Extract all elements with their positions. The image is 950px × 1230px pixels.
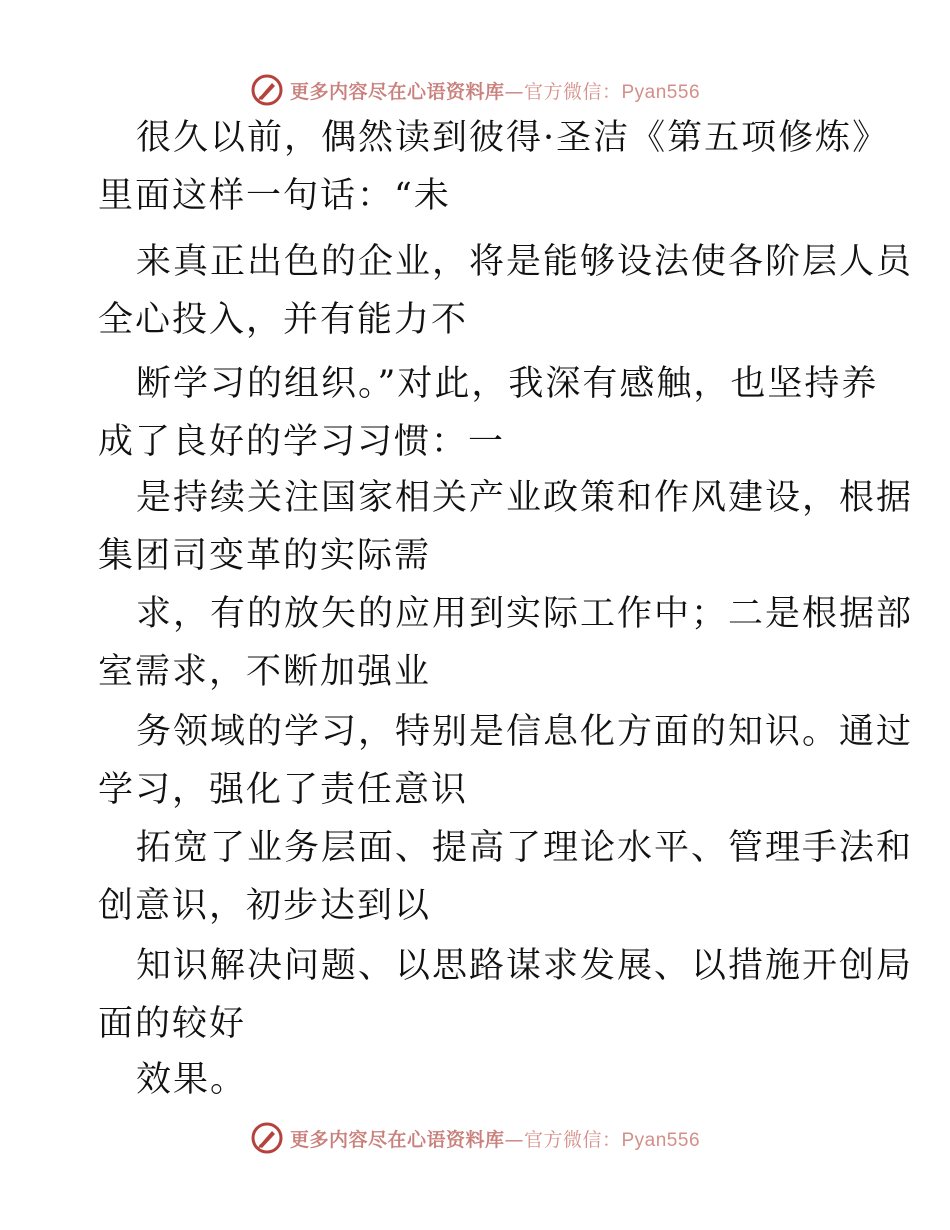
body-line-9: 求，有的放矢的应用到实际工作中；二是根据部 (136, 594, 914, 634)
pen-logo-icon (250, 73, 284, 107)
header-banner-text (290, 77, 700, 104)
footer-banner (0, 1118, 950, 1158)
body-line-4: 全心投入，并有能力不 (98, 300, 469, 340)
body-line-3: 来真正出色的企业，将是能够设法使各阶层人员 (136, 242, 914, 282)
header-banner-dash: — (504, 80, 524, 103)
header-banner (0, 70, 950, 110)
footer-banner-account: Pyan556 (621, 1129, 701, 1151)
body-line-8: 集团司变革的实际需 (98, 536, 432, 576)
header-banner-account: Pyan556 (621, 81, 701, 103)
body-line-13: 拓宽了业务层面、提高了理论水平、管理手法和 (136, 828, 914, 868)
body-line-14: 创意识，初步达到以 (98, 886, 432, 926)
body-line-5: 断学习的组织。”对此，我深有感触，也坚持养 (136, 364, 879, 404)
body-line-11: 务领域的学习，特别是信息化方面的知识。通过 (136, 712, 914, 752)
footer-banner-main: 更多内容尽在心语资料库 (289, 1128, 505, 1151)
pen-logo-icon (250, 1121, 284, 1155)
body-line-7: 是持续关注国家相关产业政策和作风建设，根据 (136, 478, 914, 518)
header-banner-label: 官方微信： (523, 80, 622, 103)
body-line-1: 很久以前，偶然读到彼得·圣洁《第五项修炼》 (136, 118, 890, 158)
body-line-15: 知识解决问题、以思路谋求发展、以措施开创局 (136, 946, 914, 986)
body-line-2: 里面这样一句话：“未 (98, 176, 451, 216)
footer-banner-label: 官方微信： (523, 1128, 622, 1151)
body-line-10: 室需求，不断加强业 (98, 652, 432, 692)
footer-banner-text (290, 1125, 700, 1152)
footer-banner-dash: — (504, 1128, 524, 1151)
header-banner-main: 更多内容尽在心语资料库 (289, 80, 505, 103)
body-line-16: 面的较好 (98, 1004, 247, 1044)
body-line-6: 成了良好的学习习惯：一 (98, 422, 506, 462)
body-line-17: 效果。 (136, 1060, 248, 1100)
body-line-12: 学习，强化了责任意识 (98, 770, 469, 810)
